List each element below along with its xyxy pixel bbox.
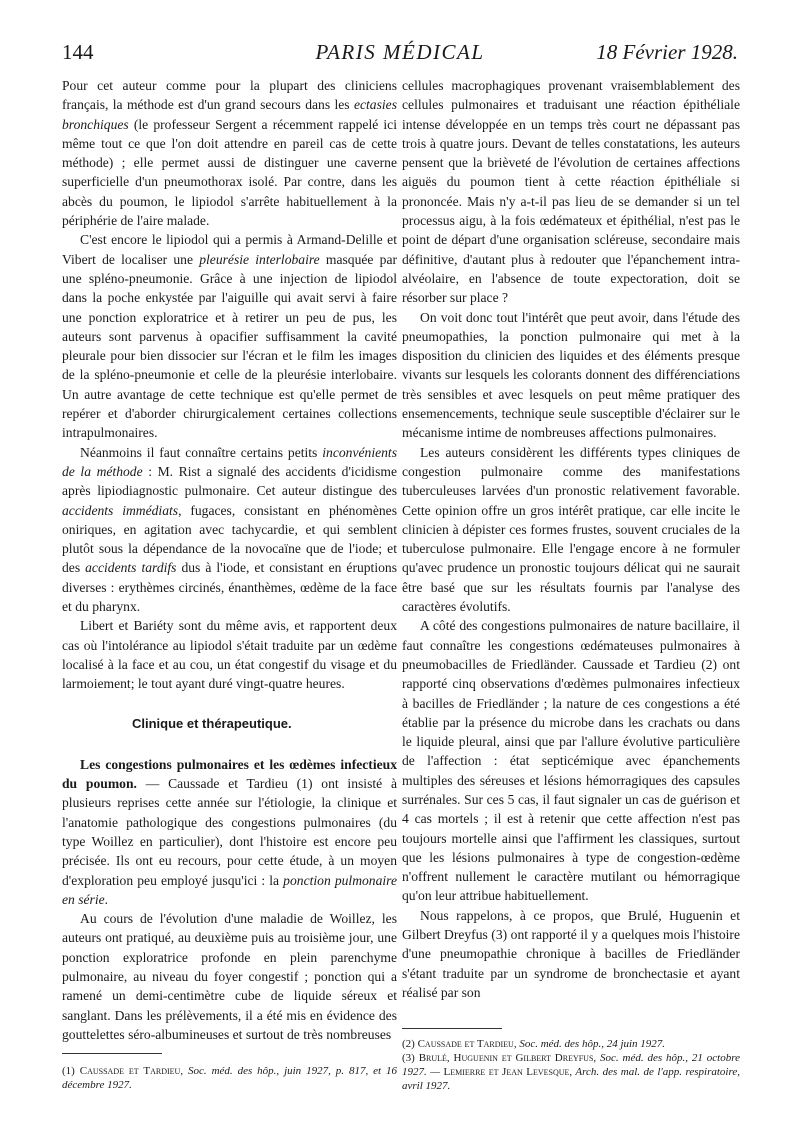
paragraph: Libert et Bariéty sont du même avis, et rapportent deux cas où l'intolérance au lipiodol s'était traduite par un œdème localisé à la face et au cou, un état congestif du visage et du larmoiement; le tout ayant duré vingt-quatre heures. <box>62 618 397 692</box>
journal-title: PARIS MÉDICAL <box>315 40 485 64</box>
running-header <box>62 40 738 70</box>
section-heading: Clinique et thérapeutique. <box>132 715 292 731</box>
paragraph: Néanmoins il faut connaître certains petits inconvénients de la méthode : M. Rist a signalé des accidents d'icidisme après lipiodiagnostic pulmonaire. Cet auteur distingue des accidents immédiats, fugaces, consistant en phénomènes oniriques, en agitation avec tachycardie, et qui semblent plutôt sous la dépendance de la novocaïne que de l'iode; et des accidents tardifs dus à l'iode, et consistant en éruptions diverses : erythèmes circinés, énanthèmes, œdème de la face et du pharynx. <box>62 444 397 615</box>
right-column <box>402 76 740 1002</box>
footnote: (1) Caussade et Tardieu, Soc. méd. des hôp., juin 1927, p. 817, et 16 décembre 1927. <box>62 1065 397 1091</box>
paragraph: C'est encore le lipiodol qui a permis à Armand-Delille et Vibert de localiser une pleurésie interlobaire masquée par une spléno-pneumonie. Grâce à une injection de lipiodol dans la poche enkystée par l'aiguille qui avait servi à faire une ponction exploratrice et à retirer un peu de pus, les auteurs sont parvenus à opacifier suffisamment la cavité pleurale pour bien dissocier sur l'écran et le film les images de la spléno-pneumonie et celle de la pleurésie interlobaire. Un autre avantage de cette technique est qu'elle permet de repérer et d'aborder chirurgicalement certaines collections intrapulmonaires. <box>62 232 397 441</box>
paragraph: Les auteurs considèrent les différents types cliniques de congestion pulmonaire comme des manifestations tuberculeuses larvées d'un pronostic relativement favorable. Cette opinion offre un gros intérêt pratique, car elle incite le clinicien à dépister ces formes frustes, souvent cruciales de la tuberculose pulmonaire. Elle l'engage encore à ne formuler qu'avec prudence un pronostic toujours délicat qui ne saurait être basé que sur les résultats fournis par l'analyse des caractères évolutifs. <box>402 444 740 615</box>
subsection-title: Les congestions pulmonaires et les œdèmes infectieux du poumon. <box>62 756 397 792</box>
paragraph: Les congestions pulmonaires et les œdèmes infectieux du poumon. — Caussade et Tardieu (1) ont insisté à plusieurs reprises cette année sur l'étiologie, la clinique et l'anatomie pathologique des congestions pulmonaires (du type Woillez en particulier), dont l'histoire est encore peu précisée. Ils ont eu recours, pour cette étude, à un moyen d'exploration peu employé jusqu'ici : la ponction pulmonaire en série. <box>62 756 397 907</box>
paragraph: A côté des congestions pulmonaires de nature bacillaire, il faut connaître les congestions œdémateuses pulmonaires à pneumobacilles de Friedländer. Caussade et Tardieu (2) ont rapporté cinq observations d'œdèmes pulmonaires infectieux à bacilles de Friedländer ; la nature de ces congestions a été établie par la présence du microbe dans les crachats ou dans le liquide pleural, ainsi que par l'allure évolutive particulière de l'affection : état septicémique avec épanchements multiples des séreuses et lésions hémorragiques des capsules surrénales. Sur ces 5 cas, il faut signaler un cas de guérison et 4 cas mortels ; il est à retenir que cette affection n'est pas toujours mortelle ainsi que l'affirment les classiques, surtout que les lésions pulmonaires à type de congestion-œdème n'offrent nullement le caractère mutilant ou hémorragique qu'on leur attribue habituellement. <box>402 618 740 904</box>
footnote-rule <box>402 1028 502 1029</box>
footnote: (2) Caussade et Tardieu, Soc. méd. des hôp., 24 juin 1927. (3) Brulé, Huguenin et Gilbert Dreyfus, Soc. méd. des hôp., 21 octobre 1927. — Lemierre et Jean Levesque, Arch. des mal. de l'app. respiratoire, avril 1927. <box>402 1038 740 1092</box>
footnote-rule <box>62 1053 162 1054</box>
paragraph: Au cours de l'évolution d'une maladie de Woillez, les auteurs ont pratiqué, au deuxième puis au troisième jour, une ponction exploratrice profonde en plein parenchyme pulmonaire, au niveau du foyer congestif ; ponction qui a ramené un demi-centimètre cube de liquide séreux et sanglant. Dans les prélèvements, il a été mis en évidence des gouttelettes séro-albumineuses et surtout de très nombreuses <box>62 911 397 1042</box>
paragraph: On voit donc tout l'intérêt que peut avoir, dans l'étude des pneumopathies, la ponction pulmonaire qui met à la disposition du clinicien des liquides et des éléments presque vivants sur lesquels les colorants donnent des différenciations très sensibles et avec lesquels on peut même pratiquer des ensemencements, technique seule susceptible d'éclairer sur le mécanisme intime de nombreuses affections pulmonaires. <box>402 309 740 441</box>
paragraph: Nous rappelons, à ce propos, que Brulé, Huguenin et Gilbert Dreyfus (3) ont rapporté il y a quelques mois l'histoire d'une pneumopathie chronique à bacilles de Friedländer s'étant traduite par un syndrome de bronchectasie et ayant réalisé par son <box>402 907 740 1000</box>
paragraph: cellules macrophagiques provenant vraisemblablement des cellules pulmonaires et traduisant une réaction épithéliale intense développée en un temps très court ne dépassant pas trois à quatre jours. Devant de telles constatations, les auteurs pensent que la brièveté de l'évolution de certaines affections aiguës du poumon tient à cette réaction épithéliale si prononcée. Mais n'y a-t-il pas lieu de se demander si un tel processus aigu, à la fois œdémateux et épithélial, n'est pas le point de départ d'une organisation scléreuse, secondaire mais définitive, d'autant plus à redouter que l'épanchement intra-alvéolaire, en l'absence de toute expectoration, doit se résorber sur place ? <box>402 78 740 306</box>
page-number: 144 <box>62 40 94 64</box>
issue-date: 18 Février 1928. <box>596 40 738 64</box>
left-column <box>62 76 397 1044</box>
paragraph: Pour cet auteur comme pour la plupart des cliniciens français, la méthode est d'un grand secours dans les ectasies bronchiques (le professeur Sergent a récemment rappelé ici même tout ce que l'on doit attendre en pareil cas de cette méthode) ; elle permet aussi de distinguer une caverne superficielle d'un pneumothorax isolé. Par contre, dans les abcès du poumon, le lipiodol s'arrête habituellement à la périphérie de l'aire malade. <box>62 78 397 229</box>
